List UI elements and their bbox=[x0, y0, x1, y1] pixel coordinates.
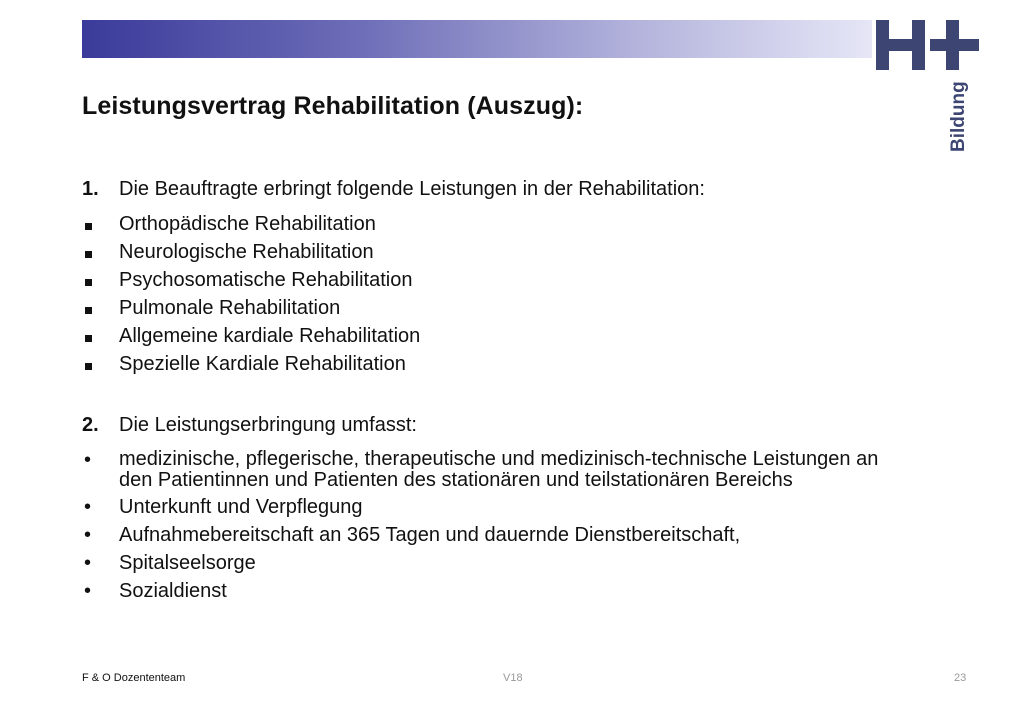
page-number: 23 bbox=[954, 672, 967, 684]
dot-bullet-icon: • bbox=[84, 496, 92, 518]
list-item-text: Aufnahmebereitschaft an 365 Tagen und dauernde Dienstbereitschaft, bbox=[119, 524, 741, 546]
list-item bbox=[82, 524, 889, 547]
section-1 bbox=[82, 178, 705, 376]
dot-bullet-icon: • bbox=[84, 580, 92, 602]
section-2 bbox=[82, 414, 889, 603]
footer-author: F & O Dozententeam bbox=[82, 672, 186, 684]
list-item-text: medizinische, pflegerische, therapeutische und medizinisch-technische Leistungen an den Patientinnen und Patienten des stationären und teilstationären Bereichs bbox=[119, 448, 879, 491]
square-bullet-icon bbox=[85, 279, 92, 286]
section-1-heading: Die Beauftragte erbringt folgende Leistungen in der Rehabilitation: bbox=[119, 178, 705, 200]
square-bullet-icon bbox=[85, 251, 92, 258]
list-item bbox=[82, 449, 889, 491]
header-gradient-bar bbox=[82, 20, 872, 58]
logo-text: Bildung bbox=[948, 81, 969, 152]
list-item bbox=[82, 241, 705, 264]
dot-bullet-icon: • bbox=[84, 449, 92, 471]
square-bullet-icon bbox=[85, 363, 92, 370]
section-2-heading-row bbox=[82, 414, 889, 437]
square-bullet-icon bbox=[85, 223, 92, 230]
list-item bbox=[82, 552, 889, 575]
list-item bbox=[82, 269, 705, 292]
services-list bbox=[82, 449, 889, 603]
dot-bullet-icon: • bbox=[84, 552, 92, 574]
list-item-text: Orthopädische Rehabilitation bbox=[119, 213, 376, 235]
list-item bbox=[82, 325, 705, 348]
list-item bbox=[82, 496, 889, 519]
rehab-list bbox=[82, 213, 705, 376]
list-item-text: Psychosomatische Rehabilitation bbox=[119, 269, 413, 291]
list-item-text: Allgemeine kardiale Rehabilitation bbox=[119, 325, 421, 347]
h-plus-logo bbox=[872, 18, 982, 158]
section-2-heading: Die Leistungserbringung umfasst: bbox=[119, 414, 417, 436]
footer-version: V18 bbox=[503, 672, 523, 684]
section-1-number: 1. bbox=[82, 178, 99, 200]
square-bullet-icon bbox=[85, 307, 92, 314]
list-item-text: Pulmonale Rehabilitation bbox=[119, 297, 341, 319]
list-item bbox=[82, 297, 705, 320]
slide-title: Leistungsvertrag Rehabilitation (Auszug): bbox=[82, 92, 584, 120]
list-item bbox=[82, 353, 705, 376]
list-item-text: Neurologische Rehabilitation bbox=[119, 241, 374, 263]
section-2-number: 2. bbox=[82, 414, 99, 436]
list-item-text: Spezielle Kardiale Rehabilitation bbox=[119, 353, 406, 375]
list-item-text: Unterkunft und Verpflegung bbox=[119, 496, 363, 518]
list-item bbox=[82, 580, 889, 603]
list-item-text: Spitalseelsorge bbox=[119, 552, 256, 574]
section-1-heading-row bbox=[82, 178, 705, 201]
square-bullet-icon bbox=[85, 335, 92, 342]
list-item-text: Sozialdienst bbox=[119, 580, 227, 602]
dot-bullet-icon: • bbox=[84, 524, 92, 546]
list-item bbox=[82, 213, 705, 236]
